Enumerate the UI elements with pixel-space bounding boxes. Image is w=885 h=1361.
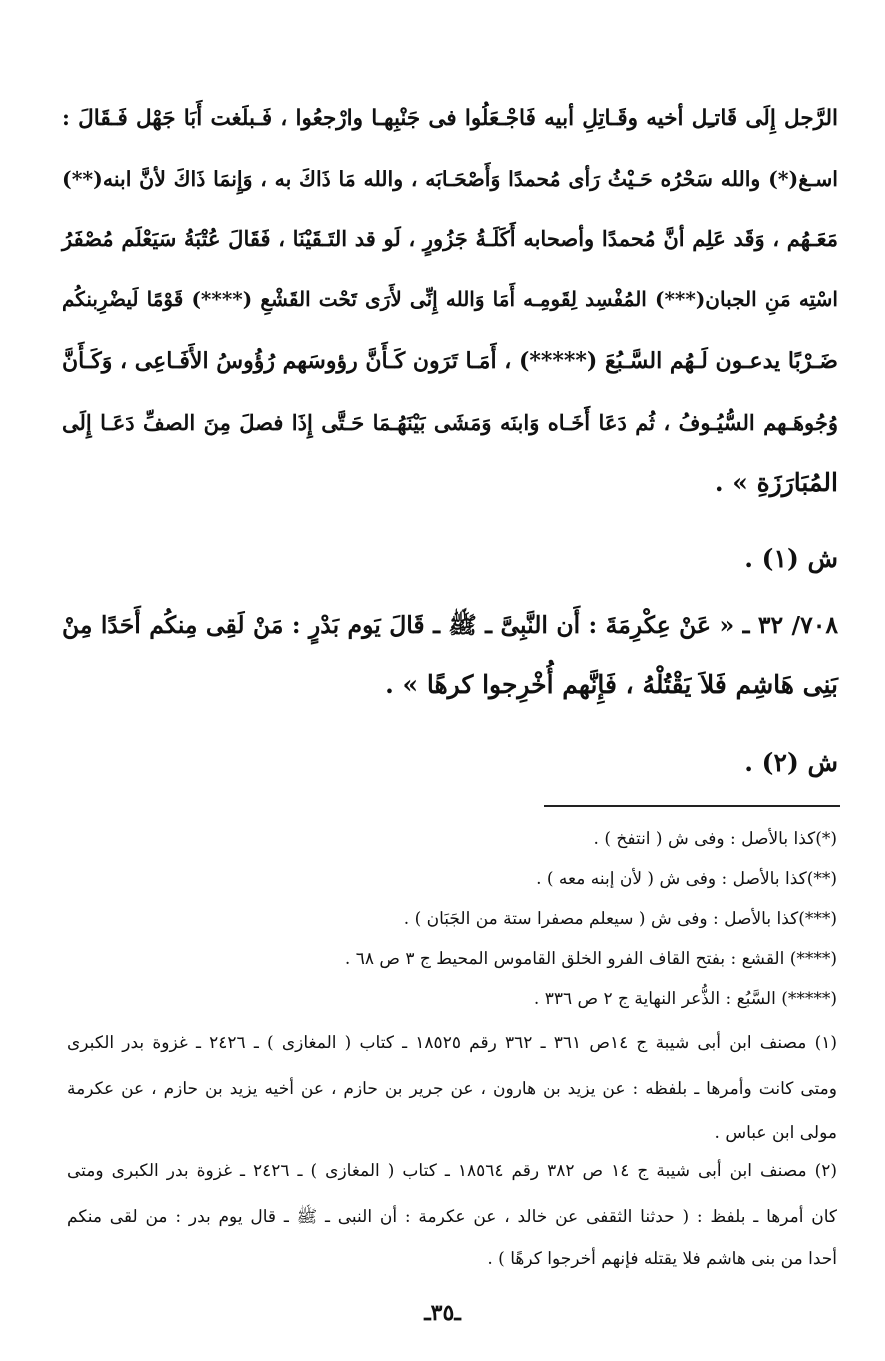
reference-line: مولى ابن عباس . xyxy=(714,1123,837,1143)
footnote-divider xyxy=(544,805,840,807)
text-line: ضَـرْبًا يدعـون لَـهُم السَّـبُعَ (*****) ، أَمَـا تَرَون كَـأَنَّ رؤوسَهم رُؤُوسُ الأَفَـاعِى ، وَكَـأَنَّ xyxy=(61,348,838,374)
text-line: اسْتِه مَنِ الجبان(***) المُفْسِد لِقَومِـه أَمَا وَالله إِنِّى لأَرَى تَحْت القَشْعِ (****) قَوْمًا لَيضْرِبنكُم xyxy=(62,287,838,311)
text-line: المُبَارَزَةِ » . xyxy=(714,468,838,497)
text-line: اسـغ(*) والله سَحْرُه حَـيْثُ رَأى مُحمدًا وَأَصْحَـابَه ، والله مَا ذَاكَ به ، وَإِنمَا ذَاكَ لأنَّ ابنه(**) xyxy=(62,167,838,191)
footnote: (***)كذا بالأصل : وفى ش ( سيعلم مصفرا ستة من الجَبَان ) . xyxy=(403,909,837,929)
text-line: وُجُوهَـهم السُّيُـوفُ ، ثُم دَعَا أَخَـاه وَابنَه وَمَشَى بَيْنَهُـمَا حَـتَّى إِذَا فصلَ مِنَ الصفِّ دَعَـا إِلَى xyxy=(62,410,838,435)
reference-line: ومتى كانت وأمرها ـ بلفظه : عن يزيد بن هارون ، عن جرير بن حازم ، عن أخيه يزيد بن حازم ، عن عكرمة xyxy=(67,1079,837,1099)
footnote: (*)كذا بالأصل : وفى ش ( انتفخ ) . xyxy=(593,829,837,849)
reference-line: (١) مصنف ابن أبى شيبة ج ١٤ص ٣٦١ ـ ٣٦٢ رقم ١٨٥٢٥ ـ كتاب ( المغازى ) ـ ٢٤٢٦ ـ غزوة بدر الكبرى xyxy=(67,1033,837,1053)
reference-line: (٢) مصنف ابن أبى شيبة ج ١٤ ص ٣٨٢ رقم ١٨٥٦٤ ـ كتاب ( المغازى ) ـ ٢٤٢٦ ـ غزوة بدر الكبرى ومتى xyxy=(67,1161,837,1181)
footnote: (****) القشع : بفتح القاف الفرو الخلق القاموس المحيط ج ٣ ص ٦٨ . xyxy=(344,949,837,969)
hadith-line: ٧٠٨/ ٣٢ ـ « عَنْ عِكْرِمَةَ : أَن النَّبِىَّ ـ ﷺ ـ قَالَ يَوم بَدْرٍ : مَنْ لَقِى مِنكُم أَحَدًا مِنْ xyxy=(62,611,838,639)
reference-line: أحدا من بنى هاشم فلا يقتله فإنهم أخرجوا كرهًا ) . xyxy=(487,1249,837,1269)
text-line: الرَّجل إِلَى قَاتـِل أخيه وقَـاتِلِ أبيه فَاجْـعَلُوا فى جَنْبِهـا وارْجعُوا ، فَـبلَغت أَبَا جَهْل فَـقَالَ : xyxy=(62,106,838,131)
reference-line: كان أمرها ـ بلفظ : ( حدثنا الثقفى عن خالد ، عن عكرمة : أن النبى ـ ﷺ ـ قال يوم بدر : من لقى منكم xyxy=(67,1207,837,1227)
footnote: (*****) السَّبُع : الذُّعر النهاية ج ٢ ص ٣٣٦ . xyxy=(533,989,837,1009)
footnote: (**)كذا بالأصل : وفى ش ( لأن إبنه معه ) . xyxy=(536,869,837,889)
text-line: مَعَـهُم ، وَقَد عَلِم أنَّ مُحمدًا وأصحابه أَكَلَـةُ جَزُورٍ ، لَو قد التَـقَيْنَا ، فَقَالَ عُتْبَةُ سَيَعْلَم مُصْفَرُ xyxy=(62,226,838,251)
source-marker: ش (١) . xyxy=(744,544,838,573)
source-marker: ش (٢) . xyxy=(744,748,838,777)
page-number: ـ٣٥ـ xyxy=(424,1300,461,1326)
hadith-line: بَنِى هَاشِم فَلاَ يَقْتُلْهُ ، فَإِنَّهم أُخْرِجوا كرهًا » . xyxy=(385,670,838,699)
